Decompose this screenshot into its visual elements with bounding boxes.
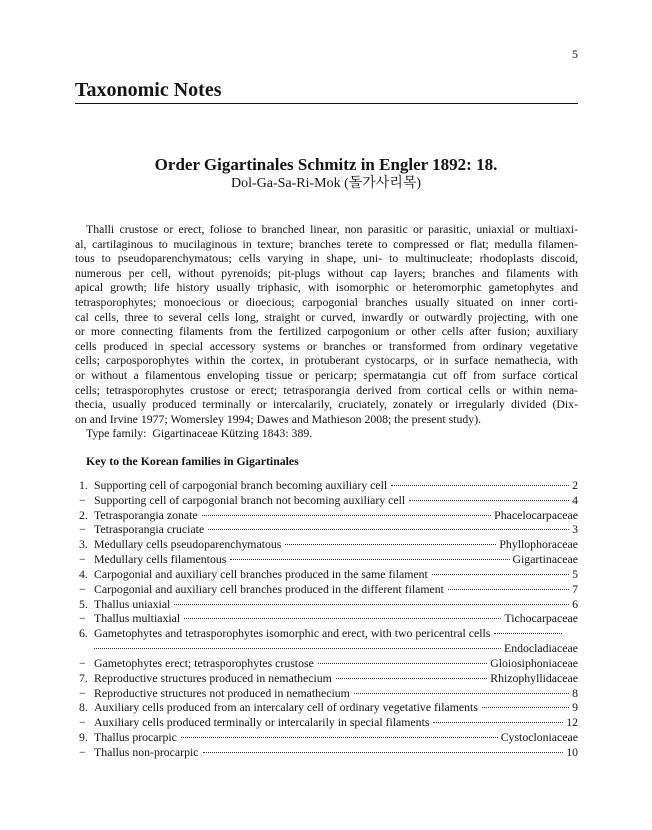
dot-leader — [203, 752, 564, 753]
description-line: cal cells, three to several cells long, straight or curved, inwardly or outwardly projecting, with one — [75, 309, 578, 324]
key-entry-result: Endocladiaceae — [503, 641, 578, 656]
key-entry-text: Auxiliary cells produced from an intercalary cell of ordinary vegetative filaments — [94, 700, 478, 715]
key-entry-text: Gametophytes and tetrasporophytes isomorphic and erect, with two pericentral cells — [94, 626, 491, 641]
key-entry — [79, 522, 578, 537]
key-entry — [79, 745, 578, 760]
description-line: tous to pseudoparenchymatous; cells varying in shape, uni- to multinucleate; rhodoplasts discoid, — [75, 251, 578, 266]
key-entry-text: Supporting cell of carpogonial branch becoming auxiliary cell — [94, 478, 388, 492]
key-entry-result: 10 — [566, 744, 578, 759]
dot-leader — [409, 500, 569, 501]
dot-leader — [318, 663, 487, 664]
dot-leader — [336, 678, 487, 679]
key-entry-result: 7 — [572, 581, 578, 596]
key-entry-number: 4. — [79, 566, 88, 581]
key-entry-number: − — [79, 655, 86, 670]
dot-leader — [181, 737, 498, 738]
key-entry — [79, 671, 578, 686]
key-entry-number: − — [79, 685, 86, 700]
key-entry-result: 6 — [572, 596, 578, 611]
key-entry-number: 5. — [79, 596, 88, 611]
description-paragraph — [75, 222, 578, 441]
key-entry-result: Phacelocarpaceae — [494, 507, 578, 522]
description-line: or without a filamentous enveloping tissue or pericarp; spermatangia cut off from surface cortical — [75, 367, 578, 382]
key-entry-number: 6. — [79, 626, 88, 641]
dot-leader — [230, 559, 509, 560]
key-entry-result: Phyllophoraceae — [499, 537, 578, 552]
key-entry-number: − — [79, 552, 86, 567]
dot-leader — [94, 648, 501, 649]
key-entry-number: 9. — [79, 730, 88, 745]
key-entry-result: 8 — [572, 685, 578, 700]
key-entry-text: Medullary cells filamentous — [94, 552, 227, 567]
key-heading: Key to the Korean families in Gigartinales — [86, 454, 299, 468]
key-entry-result: 3 — [572, 522, 578, 537]
key-entry-text: Supporting cell of carpogonial branch not becoming auxiliary cell — [94, 492, 406, 507]
key-entry-result: 5 — [572, 566, 578, 581]
section-header: Taxonomic Notes — [75, 79, 222, 101]
key-entry-text: Tetrasporangia cruciate — [94, 522, 205, 537]
dot-leader — [432, 574, 569, 575]
key-entry — [79, 730, 578, 745]
dot-leader — [494, 633, 562, 634]
key-entry-number: − — [79, 522, 86, 537]
key-entry-number: 7. — [79, 670, 88, 685]
key-entry-number: − — [79, 581, 86, 596]
description-line: tetrasporophytes; monoecious or dioecious; carpogonial branches usually situated on inner corti- — [75, 294, 578, 309]
key-entry — [79, 656, 578, 671]
key-entry-text: Thallus non-procarpic — [94, 744, 199, 759]
key-entry — [79, 582, 578, 597]
identification-key — [79, 478, 578, 760]
key-entry-result: Cystocloniaceae — [500, 730, 578, 745]
key-entry-result: Rhizophyllidaceae — [490, 670, 578, 685]
key-entry-number: 1. — [79, 478, 88, 492]
description-line: thecia, usually produced terminally or intercalarily, cruciately, zonately or irregularly divided (Dix- — [75, 397, 578, 412]
key-entry-number: − — [79, 744, 86, 759]
key-entry-text: Carpogonial and auxiliary cell branches produced in the different filament — [94, 581, 444, 596]
key-entry-result: Gloiosiphoniaceae — [490, 655, 578, 670]
key-entry-result: 9 — [572, 700, 578, 715]
description-line: cells; tetrasporophytes crustose or erect; tetrasporangia derived from cortical cells or within nema- — [75, 382, 578, 397]
key-entry-number: − — [79, 611, 86, 626]
key-entry-text: Gametophytes erect; tetrasporophytes crustose — [94, 655, 314, 670]
key-entry-text: Tetrasporangia zonate — [94, 507, 198, 522]
description-line: numerous per cell, without pyrenoids; pit-plugs without cap layers; branches and filaments with — [75, 265, 578, 280]
key-entry-text: Thallus procarpic — [94, 730, 177, 745]
key-entry-text: Reproductive structures not produced in nemathecium — [94, 685, 350, 700]
key-entry — [79, 478, 578, 493]
header-rule — [75, 103, 578, 104]
key-entry-text: Reproductive structures produced in nemathecium — [94, 670, 332, 685]
dot-leader — [174, 604, 569, 605]
page-number: 5 — [572, 47, 578, 61]
key-entry-number: − — [79, 715, 86, 730]
key-entry-text: Auxiliary cells produced terminally or intercalarily in special filaments — [94, 715, 430, 730]
key-entry-text: Medullary cells pseudoparenchymatous — [94, 537, 282, 552]
description-line: on and Irvine 1977; Womersley 1994; Dawes and Mathieson 2008; the present study). — [75, 411, 482, 426]
key-entry — [79, 552, 578, 567]
key-entry-result: Gigartinaceae — [512, 552, 578, 567]
description-line: Thalli crustose or erect, foliose to branched linear, non parasitic or parasitic, uniaxial or multiaxi- — [86, 222, 578, 236]
dot-leader — [433, 722, 563, 723]
order-subtitle: Dol-Ga-Sa-Ri-Mok (돌가사리목) — [230, 176, 422, 191]
key-entry — [79, 715, 578, 730]
order-title: Order Gigartinales Schmitz in Engler 1892: 18. — [154, 155, 498, 174]
dot-leader — [285, 544, 496, 545]
dot-leader — [448, 589, 569, 590]
key-entry — [79, 686, 578, 701]
description-line: or more connecting filaments from the fertilized carpogonium or other cells after fusion; auxiliary — [75, 324, 578, 339]
key-entry — [79, 537, 578, 552]
key-entry — [79, 626, 578, 641]
key-entry — [79, 508, 578, 523]
dot-leader — [202, 515, 492, 516]
key-entry-result: Tichocarpaceae — [504, 611, 578, 626]
key-entry — [79, 597, 578, 612]
key-entry-text: Thallus uniaxial — [94, 596, 171, 611]
key-entry-result: 2 — [572, 478, 578, 492]
description-line: al, cartilaginous to mucilaginous in texture; branches terete to compressed or flat; medulla filamen- — [75, 236, 578, 251]
dot-leader — [482, 707, 569, 708]
key-entry — [79, 567, 578, 582]
key-entry-number: − — [79, 492, 86, 507]
key-entry-number: 8. — [79, 700, 88, 715]
key-entry-text: Thallus multiaxial — [94, 611, 181, 626]
dot-leader — [354, 693, 569, 694]
description-line: cells; carposporophytes within the cortex, in protuberant cystocarps, or in surface nemathecia, with — [75, 353, 578, 368]
key-entry-continuation — [79, 641, 578, 656]
key-entry — [79, 611, 578, 626]
dot-leader — [391, 485, 569, 486]
key-entry-number: 3. — [79, 537, 88, 552]
key-entry — [79, 493, 578, 508]
key-entry — [79, 700, 578, 715]
key-entry-number: 2. — [79, 507, 88, 522]
description-line: apical growth; life history usually triphasic, with isomorphic or heteromorphic gametophytes and — [75, 280, 578, 295]
key-entry-result: 12 — [566, 715, 578, 730]
dot-leader — [184, 618, 501, 619]
description-line: cells produced in special accessory systems or branches or transformed from ordinary vegetative — [75, 338, 578, 353]
key-entry-text: Carpogonial and auxiliary cell branches produced in the same filament — [94, 566, 428, 581]
key-entry-result: 4 — [572, 492, 578, 507]
dot-leader — [208, 529, 569, 530]
type-family: Type family: Gigartinaceae Kützing 1843: 389. — [86, 426, 313, 441]
